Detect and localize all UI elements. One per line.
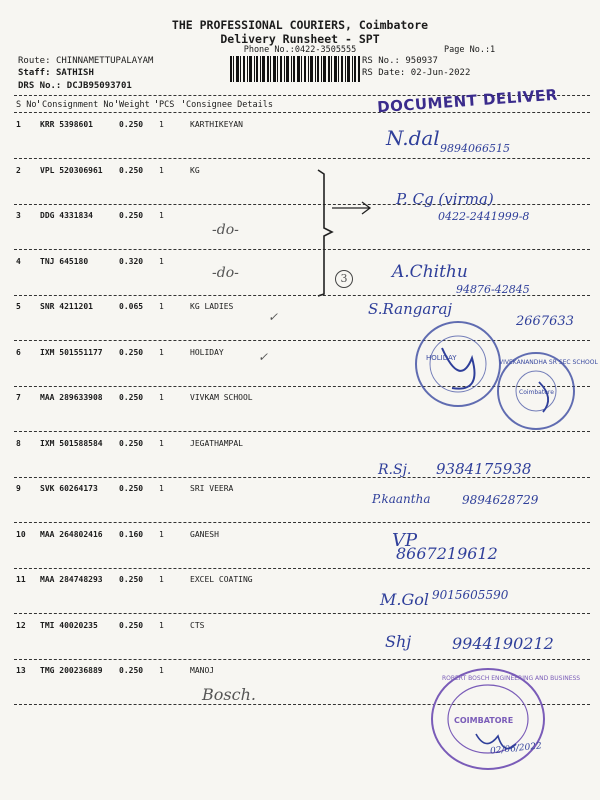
staff-value: SATHISH xyxy=(55,68,94,78)
row-divider xyxy=(14,158,590,159)
cell-weight: 0.250 xyxy=(119,484,144,493)
cell-sno: 3 xyxy=(16,211,21,220)
cell-consignment: MAA 289633908 xyxy=(40,393,103,402)
cell-consignee: KARTHIKEYAN xyxy=(190,120,243,129)
rs-no-label: RS No.: xyxy=(362,56,400,66)
cell-sno: 7 xyxy=(16,393,21,402)
col-pcs-header: PCS xyxy=(159,100,175,110)
document-title: Delivery Runsheet - SPT xyxy=(220,32,380,46)
ditto-mark-row4: -do- xyxy=(212,265,239,281)
cell-consignment: KRR 5398601 xyxy=(40,120,93,129)
cell-consignee: HOLIDAY xyxy=(190,347,224,357)
cell-consignment: MAA 284748293 xyxy=(40,575,103,584)
cell-consignment: SNR 4211201 xyxy=(40,302,93,311)
cell-consignment: IXM 501551177 xyxy=(40,347,103,357)
route-value: CHINNAMETTUPALAYAM xyxy=(55,56,154,66)
handwritten-phone-row11: 9015605590 xyxy=(432,588,509,602)
cell-consignment: DDG 4331834 xyxy=(40,211,93,220)
rs-date-line xyxy=(362,68,470,78)
cell-consignee: EXCEL COATING xyxy=(190,575,253,584)
row-divider xyxy=(14,249,590,250)
staff-line xyxy=(18,68,94,78)
cell-consignment: MAA 264802416 xyxy=(40,529,103,539)
tick-mark: ✓ xyxy=(268,310,279,324)
ditto-mark-row3: -do- xyxy=(212,222,239,238)
cell-sno: 8 xyxy=(16,438,21,448)
company-seal xyxy=(428,664,581,774)
company-seal-center-text: COIMBATORE xyxy=(454,716,514,725)
cell-sno: 13 xyxy=(16,666,26,675)
company-title: THE PROFESSIONAL COURIERS, Coimbatore xyxy=(171,18,429,32)
school-seal-center-text: Coimbatore xyxy=(519,389,554,396)
route-line xyxy=(18,56,153,66)
rs-no-value: 950937 xyxy=(405,56,438,66)
handwritten-phone-row1: 9894066515 xyxy=(440,142,510,155)
cell-sno: 11 xyxy=(16,575,26,584)
phone-number: Phone No.:0422-3505555 xyxy=(243,45,357,55)
cell-weight: 0.250 xyxy=(119,620,144,630)
cell-sno: 6 xyxy=(16,347,21,357)
circled-count: 3 xyxy=(335,270,353,288)
cell-weight: 0.250 xyxy=(119,347,144,357)
rs-no-line xyxy=(362,56,438,66)
col-divider xyxy=(156,100,157,103)
cell-weight: 0.250 xyxy=(119,438,144,448)
holiday-seal xyxy=(412,318,504,410)
signature-row10: VP xyxy=(392,530,418,551)
signature-row1: N.dal xyxy=(386,126,440,150)
drs-label: DRS No.: xyxy=(18,81,62,91)
school-seal-ring-text: VIVEKANANDHA SR SEC SCHOOL xyxy=(499,359,598,366)
school-seal xyxy=(495,350,598,432)
cell-consignment: VPL 520306961 xyxy=(40,165,103,175)
drs-line xyxy=(18,81,132,91)
page-number: Page No.:1 xyxy=(444,45,496,55)
cell-weight: 0.250 xyxy=(119,211,144,220)
col-divider xyxy=(38,100,39,103)
cell-sno: 12 xyxy=(16,620,26,630)
handwritten-phone-row3: 0422-2441999-8 xyxy=(438,210,530,223)
cell-consignment: TMI 40020235 xyxy=(40,620,98,630)
staff-label: Staff: xyxy=(18,68,51,78)
handwritten-phone-row12: 9944190212 xyxy=(452,634,554,653)
cell-consignment: TMG 200236889 xyxy=(40,666,103,675)
cell-sno: 2 xyxy=(16,165,21,175)
col-divider xyxy=(116,100,117,103)
handwritten-phone-row9: 9894628729 xyxy=(462,493,539,507)
cell-weight: 0.250 xyxy=(119,393,144,402)
cell-sno: 1 xyxy=(16,120,21,129)
cell-weight: 0.250 xyxy=(119,165,144,175)
cell-sno: 5 xyxy=(16,302,21,311)
cell-pcs: 1 xyxy=(159,302,164,311)
row-divider xyxy=(14,613,590,614)
company-seal-ring-text: ROBERT BOSCH ENGINEERING AND BUSINESS xyxy=(442,675,581,682)
cell-pcs: 1 xyxy=(159,393,164,402)
cell-consignee: SRI VEERA xyxy=(190,484,234,493)
cell-sno: 10 xyxy=(16,529,26,539)
cell-pcs: 1 xyxy=(159,620,164,630)
cell-weight: 0.250 xyxy=(119,120,144,129)
cell-weight: 0.320 xyxy=(119,256,144,266)
rs-date-value: 02-Jun-2022 xyxy=(410,68,471,78)
cell-consignee: MANOJ xyxy=(190,666,215,675)
tick-mark: ✓ xyxy=(258,350,269,364)
handwritten-number-row5: 2667633 xyxy=(516,314,574,329)
route-label: Route: xyxy=(18,56,51,66)
handwritten-bosch-note: Bosch. xyxy=(202,685,256,704)
cell-pcs: 1 xyxy=(159,347,164,357)
cell-weight: 0.250 xyxy=(119,575,144,584)
cell-pcs: 1 xyxy=(159,575,164,584)
col-sno-header: S No xyxy=(16,100,37,110)
row-divider xyxy=(14,659,590,660)
rs-date-label: RS Date: xyxy=(362,68,406,78)
holiday-seal-text: HOLIDAY xyxy=(426,354,457,362)
handwritten-name-row9: P.kaantha xyxy=(372,492,431,506)
col-consignment-header: Consignment No xyxy=(42,100,114,110)
row-divider xyxy=(14,204,590,205)
signature-row4: A.Chithu xyxy=(392,262,468,282)
cell-pcs: 1 xyxy=(159,120,164,129)
cell-pcs: 1 xyxy=(159,438,164,448)
handwritten-name-row8: R.Sj. xyxy=(378,462,412,478)
cell-sno: 9 xyxy=(16,484,21,493)
cell-weight: 0.160 xyxy=(119,529,144,539)
cell-sno: 4 xyxy=(16,256,21,266)
row-divider xyxy=(14,568,590,569)
cell-weight: 0.250 xyxy=(119,666,144,675)
cell-weight: 0.065 xyxy=(119,302,144,311)
cell-consignee: GANESH xyxy=(190,529,219,539)
cell-pcs: 1 xyxy=(159,256,164,266)
cell-pcs: 1 xyxy=(159,165,164,175)
signature-row12: Shj xyxy=(385,632,412,651)
handwritten-phone-row8: 9384175938 xyxy=(436,460,532,478)
cell-consignment: IXM 501588584 xyxy=(40,438,103,448)
cell-consignee: VIVKAM SCHOOL xyxy=(190,393,253,402)
cell-pcs: 1 xyxy=(159,666,164,675)
signature-row5: S.Rangaraj xyxy=(368,300,453,318)
col-consignee-header: Consignee Details xyxy=(186,100,273,110)
cell-consignment: TNJ 645180 xyxy=(40,256,89,266)
handwritten-phone-row4: 94876-42845 xyxy=(456,283,530,296)
cell-consignment: SVK 60264173 xyxy=(40,484,98,493)
signature-row11: M.Gol xyxy=(380,590,429,609)
barcode xyxy=(230,56,360,82)
cell-consignee: KG LADIES xyxy=(190,302,234,311)
drs-value: DCJB95093701 xyxy=(66,81,132,91)
cell-pcs: 1 xyxy=(159,484,164,493)
col-weight-header: Weight xyxy=(119,100,150,110)
handwritten-phone-row10: 8667219612 xyxy=(396,544,498,563)
header-underline xyxy=(14,112,590,113)
col-divider xyxy=(183,100,184,103)
handwritten-date: 02/06/2022 xyxy=(489,741,543,757)
cell-consignee: JEGATHAMPAL xyxy=(190,438,243,448)
cell-pcs: 1 xyxy=(159,211,164,220)
cell-consignee: CTS xyxy=(190,620,205,630)
handwritten-name-row2: P. Cg (virma) xyxy=(396,190,494,208)
row-divider xyxy=(14,522,590,523)
cell-pcs: 1 xyxy=(159,529,164,539)
cell-consignee: KG xyxy=(190,165,200,175)
document-delivered-stamp: DOCUMENT DELIVER xyxy=(376,85,559,117)
